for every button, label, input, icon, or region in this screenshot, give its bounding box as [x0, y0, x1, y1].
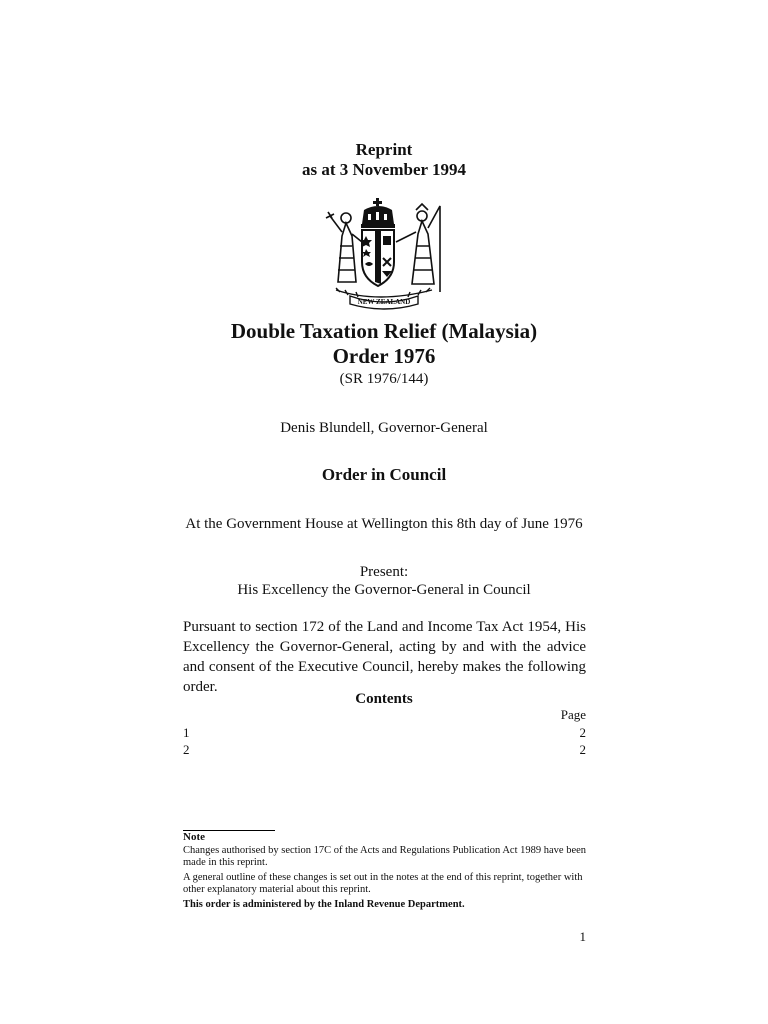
contents-heading: Contents — [355, 691, 413, 707]
note-text-1: Changes authorised by section 17C of the Acts and Regulations Publication Act 1989 have been made in this reprint. — [183, 845, 587, 868]
order-in-council-heading: Order in Council — [321, 465, 447, 484]
document-title-line2: Order 1976 — [332, 344, 436, 368]
contents-page-header: Page — [560, 707, 586, 722]
coat-of-arms-icon — [318, 196, 450, 314]
reprint-date: as at 3 November 1994 — [302, 160, 466, 179]
contents-item-number: 1 — [183, 725, 190, 740]
crest-motto: NEW ZEALAND — [357, 298, 411, 306]
statutory-citation: (SR 1976/144) — [339, 371, 429, 387]
contents-item-page: 2 — [579, 725, 586, 740]
note-heading: Note — [183, 831, 205, 843]
preamble-paragraph: Pursuant to section 172 of the Land and Income Tax Act 1954, His Excellency the Governor-General, acting by and with the advice and consent of the Executive Council, hereby makes the following order. — [183, 619, 586, 695]
contents-item-number: 2 — [183, 742, 190, 757]
reprint-label: Reprint — [355, 140, 413, 159]
document-title-line1: Double Taxation Relief (Malaysia) — [230, 319, 538, 343]
place-and-date: At the Government House at Wellington this 8th day of June 1976 — [185, 516, 583, 532]
present-who: His Excellency the Governor-General in Council — [237, 582, 531, 598]
page-number: 1 — [579, 929, 586, 944]
note-text-2: A general outline of these changes is set out in the notes at the end of this reprint, together with other explanatory material about this reprint. — [183, 872, 583, 895]
contents-item-page: 2 — [579, 742, 586, 757]
note-text-3: This order is administered by the Inland Revenue Department. — [183, 899, 465, 910]
present-label: Present: — [359, 564, 409, 580]
governor-general-signature: Denis Blundell, Governor-General — [280, 420, 488, 436]
